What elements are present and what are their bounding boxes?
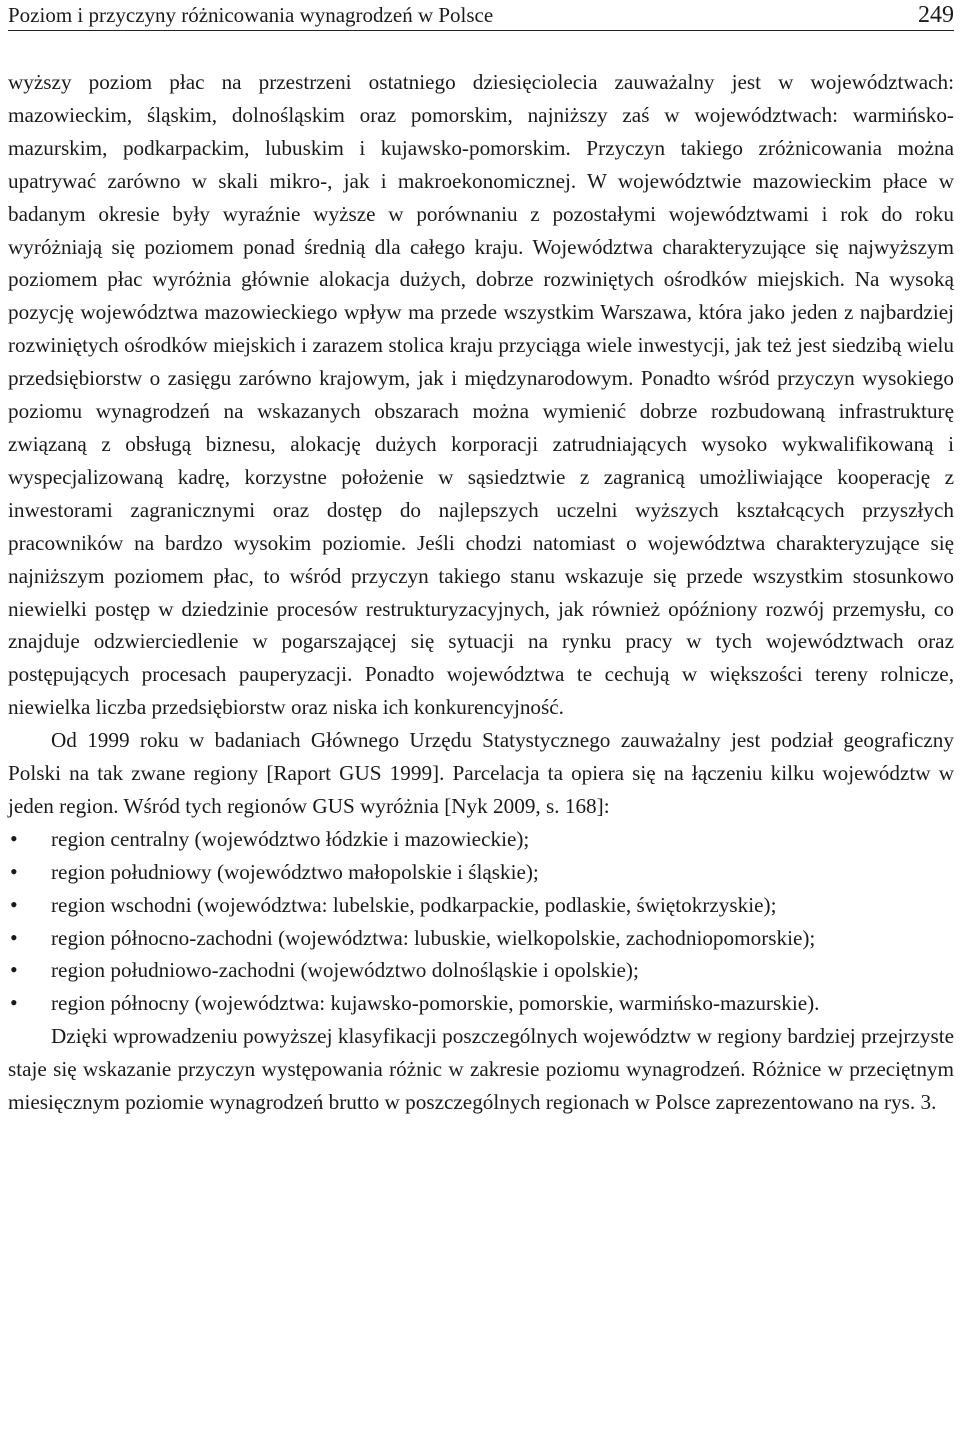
bullet-icon: •: [10, 957, 18, 983]
bullet-icon: •: [10, 825, 18, 851]
list-item: [8, 922, 954, 955]
running-title: Poziom i przyczyny różnicowania wynagrodzeń w Polsce: [8, 2, 494, 27]
page-number: 249: [918, 1, 954, 28]
list-item-text: region południowy (województwo małopolskie i śląskie);: [51, 859, 539, 884]
list-item: [8, 856, 954, 889]
bullet-icon: •: [10, 858, 18, 884]
paragraph-gus-regions-intro: Od 1999 roku w badaniach Głównego Urzędu Statystycznego zauważalny jest podział geograficzny Polski na tak zwane regiony [Raport GUS 1999]. Parcelacja ta opiera się na łączeniu kilku województw w jeden region. Wśród tych regionów GUS wyróżnia [Nyk 2009, s. 168]:: [8, 728, 954, 818]
list-item-text: region centralny (województwo łódzkie i mazowieckie);: [51, 826, 530, 851]
bullet-icon: •: [10, 990, 18, 1016]
bullet-icon: •: [10, 891, 18, 917]
paragraph-regional-wage-causes: wyższy poziom płac na przestrzeni ostatniego dziesięciolecia zauważalny jest w województwach: mazowieckim, śląskim, dolnośląskim oraz pomorskim, najniższy zaś w województwach: warmińsko-mazurskim, podkarpackim, lubuskim i kujawsko-pomorskim. Przyczyn takiego zróżnicowania można upatrywać zarówno w skali mikro-, jak i makroekonomicznej. W województwie mazowieckim płace w badanym okresie były wyraźnie wyższe w porównaniu z pozostałymi województwami i rok do roku wyróżniają się poziomem ponad średnią dla całego kraju. Województwa charakteryzujące się najwyższym poziomem płac wyróżnia głównie alokacja dużych, dobrze rozwiniętych ośrodków miejskich. Na wysoką pozycję województwa mazowieckiego wpływ ma przede wszystkim Warszawa, która jako jeden z najbardziej rozwiniętych ośrodków miejskich i zarazem stolica kraju przyciąga wiele inwestycji, jak też jest siedzibą wielu przedsiębiorstw o zasięgu zarówno krajowym, jak i międzynarodowym. Ponadto wśród przyczyn wysokiego poziomu wynagrodzeń na wskazanych obszarach można wymienić dobrze rozbudowaną infrastrukturę związaną z obsługą biznesu, alokację dużych korporacji zatrudniających wysoko wykwalifikowaną i wyspecjalizowaną kadrę, korzystne położenie w sąsiedztwie z zagranicą umożliwiające kooperację z inwestorami zagranicznymi oraz dostęp do najlepszych uczelni wyższych kształcących przyszłych pracowników na bardzo wysokim poziomie. Jeśli chodzi natomiast o województwa charakteryzujące się najniższym poziomem płac, to wśród przyczyn takiego stanu wskazuje się przede wszystkim stosunkowo niewielki postęp w dziedzinie procesów restrukturyzacyjnych, jak również opóźniony rozwój przemysłu, co znajduje odzwierciedlenie w pogarszającej się sytuacji na rynku pracy w tych województwach oraz postępujących procesach pauperyzacji. Ponadto województwa te cechują w większości tereny rolnicze, niewielka liczba przedsiębiorstw oraz niska ich konkurencyjność.: [8, 70, 954, 720]
body-text: [8, 66, 954, 1119]
paragraph-classification-summary: Dzięki wprowadzeniu powyższej klasyfikacji poszczególnych województw w regiony bardziej przejrzyste staje się wskazanie przyczyn występowania różnic w zakresie poziomu wynagrodzeń. Różnice w przeciętnym miesięcznym poziomie wynagrodzeń brutto w poszczególnych regionach w Polsce zaprezentowano na rys. 3.: [8, 1024, 954, 1115]
regions-list: [8, 823, 954, 1020]
list-item: [8, 954, 954, 987]
list-item-text: region południowo-zachodni (województwo dolnośląskie i opolskie);: [51, 958, 639, 983]
list-item: [8, 823, 954, 856]
list-item-text: region północny (województwa: kujawsko-pomorskie, pomorskie, warmińsko-mazurskie).: [51, 991, 820, 1016]
list-item-text: region północno-zachodni (województwa: lubuskie, wielkopolskie, zachodniopomorskie);: [51, 925, 816, 950]
list-item-text: region wschodni (województwa: lubelskie, podkarpackie, podlaskie, świętokrzyskie);: [51, 892, 777, 917]
bullet-icon: •: [10, 924, 18, 950]
list-item: [8, 987, 954, 1020]
list-item: [8, 889, 954, 922]
running-header: [8, 0, 954, 31]
